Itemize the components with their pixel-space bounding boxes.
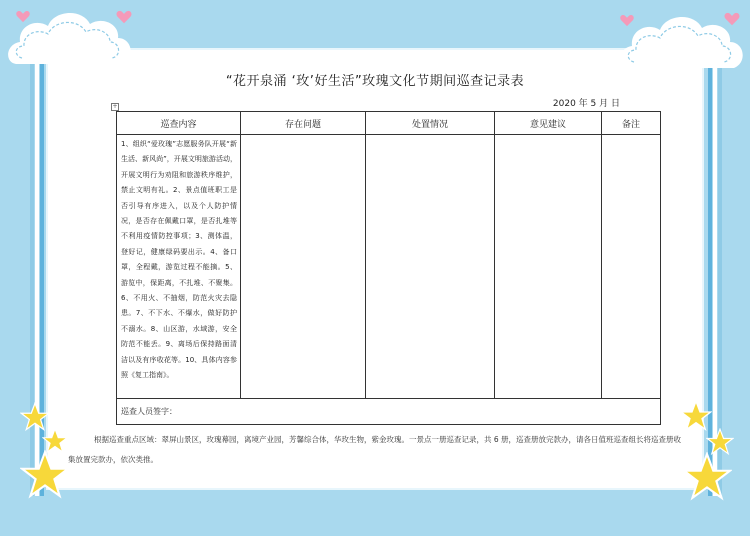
- suggestions-cell[interactable]: [495, 135, 602, 399]
- table-header-row: [117, 112, 661, 135]
- header-existing-problems: 存在问题: [241, 112, 366, 135]
- table-move-handle-icon[interactable]: +: [112, 103, 118, 110]
- signature-row: [117, 399, 661, 425]
- document-sheet: [48, 50, 702, 488]
- handling-cell[interactable]: [366, 135, 495, 399]
- heart-icon: [724, 12, 740, 26]
- problems-cell[interactable]: [241, 135, 366, 399]
- star-icon: [682, 452, 732, 502]
- star-icon: [20, 450, 70, 500]
- content-cell[interactable]: [117, 135, 241, 399]
- inspection-table: [116, 111, 661, 425]
- signature-cell[interactable]: [117, 399, 661, 425]
- document-date: 2020 年 5 月 日: [552, 99, 620, 109]
- signature-label: 巡查人员签字：: [121, 407, 177, 416]
- header-inspection-content: 巡查内容: [117, 112, 241, 135]
- inspection-content-text: 1、组织“爱玫瑰”志愿服务队开展“新生活、新风尚”，开展文明旅游活动，开展文明行为劝阻和旅游秩序维护，禁止文明有礼。2、景点值班职工是否引导有序进入，以及个人防护情况，是否存在佩戴口罩，是否扎堆等不利用疫情防控事项；3、测体温，登好记，健康绿码要出示。4、备口罩，全程戴，游览过程不能摘。5、游览中，保距离，不扎堆、不聚集。6、不用火、不抽烟，防范火灾去隐患。7、不下水、不爆水，做好防护不溺水。8、山区游，水域游，安全防范不能丢。9、离场后保持路面清洁以及有序收花等。10、具体内容参照《复工指南》。: [121, 140, 237, 380]
- heart-icon: [116, 10, 132, 24]
- heart-icon: [620, 14, 634, 27]
- document-title: “花开泉涌 ‘玫’好生活”玫瑰文化节期间巡查记录表: [225, 74, 525, 89]
- header-suggestions: 意见建议: [495, 112, 602, 135]
- heart-icon: [16, 10, 30, 23]
- table-row: [117, 135, 661, 399]
- header-remarks: 备注: [602, 112, 661, 135]
- header-handling: 处置情况: [366, 112, 495, 135]
- footnote: 根据巡查重点区域：翠屏山景区，玫瑰幕园，离境产业园，芳馨综合体，华玫生物，紫金玫瑰。一景点一册巡查记录，共 6 册，巡查册放完款办，请各日值班巡查组长将巡查册收集放置完款办，依次类推。: [68, 435, 682, 464]
- remarks-cell[interactable]: [602, 135, 661, 399]
